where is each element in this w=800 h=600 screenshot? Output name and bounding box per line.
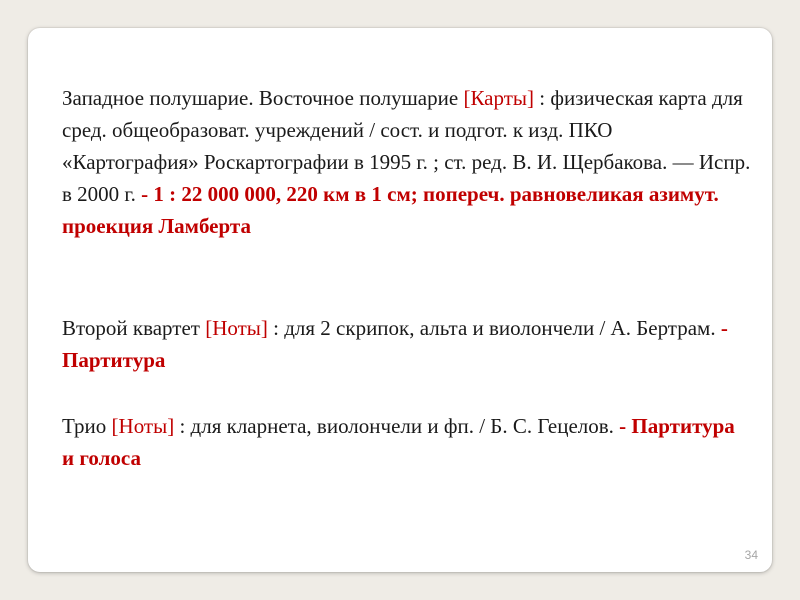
slide [28, 28, 772, 572]
entry-text-before: Западное полушарие. Восточное полушарие [62, 86, 464, 110]
type-marker: [Ноты] [205, 316, 268, 340]
entry-text-after: : для кларнета, виолончели и фп. / Б. С. Гецелов. [174, 414, 620, 438]
entry-text-after: : для 2 скрипок, альта и виолончели / А. Бертрам. [267, 316, 721, 340]
bibliographic-entry-quartet [62, 312, 752, 376]
entry-highlight: - Партитура [62, 316, 728, 372]
page-number: 34 [744, 548, 758, 562]
entry-highlight: - Партитура и голоса [62, 414, 735, 470]
bibliographic-entry-trio [62, 410, 752, 474]
spacer [62, 376, 752, 410]
entry-text-before: Трио [62, 414, 112, 438]
entry-text-before: Второй квартет [62, 316, 206, 340]
entry-highlight: - 1 : 22 000 000, 220 км в 1 см; попереч. равновеликая азимут. проекция Ламберта [62, 182, 719, 238]
entry-text-after: : физическая карта для сред. общеобразоват. учреждений / сост. и подгот. к изд. ПКО «Картография» Роскартографии в 1995 г. ; ст. ред. В. И. Щербакова. ― Испр. в 2000 г. [62, 86, 751, 206]
type-marker: [Карты] [463, 86, 534, 110]
type-marker: [Ноты] [111, 414, 175, 438]
slide-content [62, 82, 752, 474]
bibliographic-entry-map [62, 82, 752, 242]
spacer [62, 242, 752, 312]
